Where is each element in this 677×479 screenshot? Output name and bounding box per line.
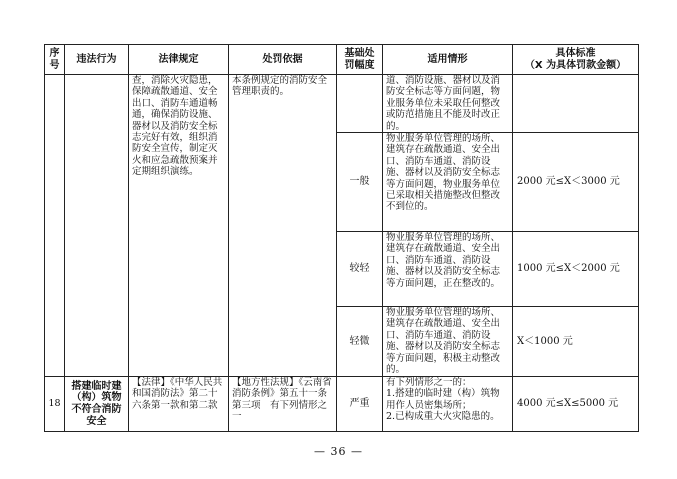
cell-basis-cont: 本条例规定的消防安全管理职责的。 (229, 75, 337, 377)
cell-standard: 1000 元≤X＜2000 元 (513, 232, 639, 307)
cell-violation-cont (65, 75, 129, 377)
cell-situation: 物业服务单位管理的场所、建筑存在疏散通道、安全出口、消防车通道、消防设施、器材以及消防安全标志等方面问题，积极主动整改的。 (383, 307, 513, 377)
cell-standard: 2000 元≤X＜3000 元 (513, 133, 639, 232)
header-violation: 违法行为 (65, 45, 129, 75)
page-number: — 36 — (314, 445, 363, 458)
penalty-standard-table-wrapper (44, 44, 639, 432)
header-specific-standard: 具体标准 （X 为具体罚款金额） (513, 45, 639, 75)
cell-basis: 【地方性法规】《云南省消防条例》第五十一条第三项 有下列情形之一 (229, 377, 337, 432)
cell-situation: 物业服务单位管理的场所、建筑存在疏散通道、安全出口、消防车通道、消防设施、器材以及消防安全标志等方面问题，正在整改的。 (383, 232, 513, 307)
cell-degree: 严重 (337, 377, 383, 432)
header-seq: 序 号 (45, 45, 65, 75)
cell-situation-cont: 道、消防设施、器材以及消防安全标志等方面问题，物业服务单位未采取任何整改或防范措施且不能及时改正的。 (383, 75, 513, 133)
cell-law: 【法律】《中华人民共和国消防法》第二十六条第一款和第二款 (129, 377, 229, 432)
cell-situation: 有下列情形之一的： 1.搭建的临时建（构）筑物用作人员密集场所； 2.已构成重大火灾隐患的。 (383, 377, 513, 432)
cell-degree-cont (337, 75, 383, 133)
cell-seq-cont (45, 75, 65, 377)
cell-degree: 较轻 (337, 232, 383, 307)
header-legal-provision: 法律规定 (129, 45, 229, 75)
cell-standard: 4000 元≤X≤5000 元 (513, 377, 639, 432)
cell-degree: 轻微 (337, 307, 383, 377)
cell-standard-cont (513, 75, 639, 133)
table-header-row (45, 45, 639, 75)
cell-standard: X＜1000 元 (513, 307, 639, 377)
header-degree: 基础处 罚幅度 (337, 45, 383, 75)
header-applicable-situation: 适用情形 (383, 45, 513, 75)
cell-situation: 物业服务单位管理的场所、建筑存在疏散通道、安全出口、消防车通道、消防设施、器材以及消防安全标志等方面问题，物业服务单位已采取相关措施整改但整改不到位的。 (383, 133, 513, 232)
penalty-standard-table (44, 44, 639, 432)
table-row (45, 75, 639, 133)
cell-violation: 搭建临时建（构）筑物不符合消防安全 (65, 377, 129, 432)
table-row-18 (45, 377, 639, 432)
cell-seq: 18 (45, 377, 65, 432)
header-penalty-basis: 处罚依据 (229, 45, 337, 75)
cell-law-cont: 查，消除火灾隐患，保障疏散通道、安全出口、消防车通道畅通，确保消防设施、器材以及消防安全标志完好有效，组织消防安全宣传，制定灭火和应急疏散预案并定期组织演练。 (129, 75, 229, 377)
cell-degree: 一般 (337, 133, 383, 232)
